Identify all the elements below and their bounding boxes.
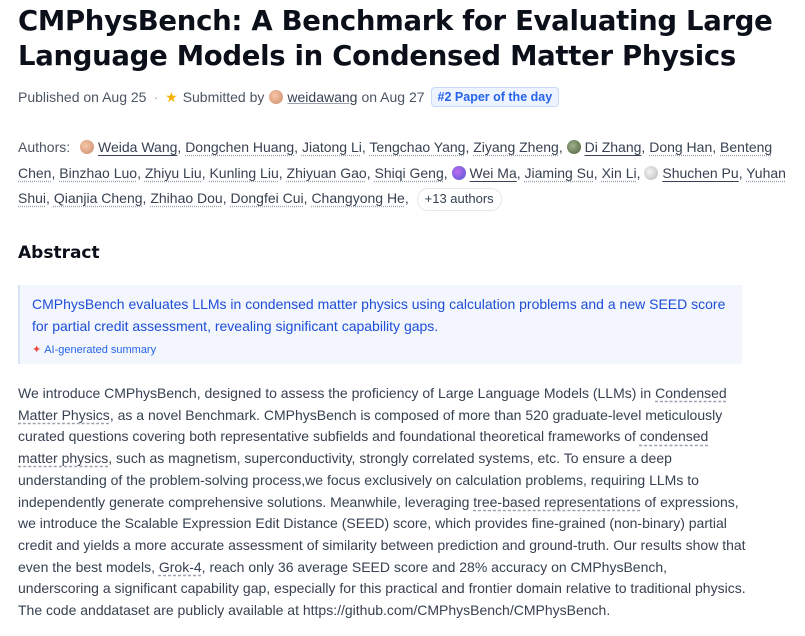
author-link[interactable]: Binzhao Luo (59, 164, 138, 181)
more-authors-button[interactable]: +13 authors (417, 188, 502, 211)
avatar[interactable] (567, 140, 581, 154)
author-link[interactable]: Wei Ma (469, 164, 517, 181)
sparkle-icon: ✦ (32, 344, 42, 356)
author-link[interactable]: Benteng Chen (18, 139, 773, 181)
ai-summary-label-row (32, 343, 742, 356)
author-link[interactable]: Jiaming Su (524, 164, 594, 181)
author-link[interactable]: Ziyang Zheng (473, 139, 559, 155)
author-link[interactable]: Kunling Liu (209, 164, 279, 181)
author-link[interactable]: Zhiyuan Gao (286, 164, 367, 181)
author-link[interactable]: Jiatong Li (301, 139, 362, 155)
author-link[interactable]: Di Zhang (584, 139, 642, 155)
term-link[interactable]: tree-based representations (473, 493, 641, 510)
paper-title: CMPhysBench: A Benchmark for Evaluating Large Language Models in Condensed Matter Physics (18, 5, 773, 72)
abstract-segment: , reach only 36 average SEED score and 28% accuracy on CMPhysBench, underscoring a significant capability gap, especially for this practical and frontier domain relative to traditional physics. The code anddataset are publicly available at https://github.com/CMPhysBench/CMPhysBench. (18, 558, 746, 619)
authors-list: Authors: Weida Wang, Dongchen Huang, Jiatong Li, Tengchao Yang, Ziyang Zheng, Di Zhang, Dong Han, Benteng Chen, Binzhao Luo, Zhiyu Liu, Kunling Liu, Zhiyuan Gao, Shiqi Geng, Wei Ma, Jiaming Su, Xin Li, Shuchen Pu, Yuhan Shui, Qianjia Cheng, Zhihao Dou, Dongfei Cui, Changyong He, +13 authors (18, 135, 800, 212)
meta-separator: · (153, 89, 159, 105)
abstract-segment: , such as magnetism, superconductivity, strongly correlated systems, etc. To ensure a deep understanding of the problem-solving process,we focus exclusively on calculation problems, requiring LLMs to independently generate comprehensive solutions. Meanwhile, leveraging (18, 450, 699, 510)
submitted-date: on Aug 27 (361, 89, 425, 105)
author-link[interactable]: Zhihao Dou (150, 190, 223, 206)
avatar[interactable] (452, 166, 466, 180)
ai-summary-box (18, 285, 742, 364)
authors-label: Authors: (18, 139, 71, 155)
author-link[interactable]: Shiqi Geng (374, 164, 444, 181)
term-link[interactable]: Condensed Matter Physics (18, 385, 727, 423)
author-link[interactable]: Qianjia Cheng (53, 190, 143, 206)
author-link[interactable]: Dongchen Huang (185, 139, 295, 155)
ai-summary-text: CMPhysBench evaluates LLMs in condensed matter physics using calculation problems and a new SEED score for partial credit assessment, revealing significant capability gaps. (32, 296, 726, 334)
author-link[interactable]: Dong Han (649, 139, 713, 155)
author-link[interactable]: Dongfei Cui (230, 190, 304, 206)
paper-of-the-day-badge[interactable]: #2 Paper of the day (431, 87, 560, 107)
abstract-text (18, 383, 746, 622)
author-link[interactable]: Weida Wang (98, 139, 178, 155)
author-link[interactable]: Tengchao Yang (369, 139, 466, 155)
author-link[interactable]: Changyong He (311, 190, 405, 206)
term-link[interactable]: condensed matter physics (18, 428, 709, 467)
author-link[interactable]: Zhiyu Liu (144, 164, 202, 181)
avatar[interactable] (269, 90, 283, 104)
author-link[interactable]: Yuhan Shui (18, 164, 786, 206)
author-link[interactable]: Xin Li (601, 164, 637, 181)
star-icon: ★ (165, 88, 178, 105)
published-date: Published on Aug 25 (18, 89, 147, 105)
avatar[interactable] (80, 140, 94, 154)
author-link[interactable]: Shuchen Pu (662, 164, 739, 181)
paper-meta (18, 86, 800, 108)
submitted-by-label: Submitted by (182, 89, 265, 105)
abstract-segment: of expressions, we introduce the Scalable Expression Edit Distance (SEED) score, which provides fine-grained (non-binary) partial credit and yields a more accurate assessment of similarity between prediction and ground-truth. Our results show that even the best models, (18, 493, 746, 575)
term-link[interactable]: Grok-4 (158, 558, 202, 575)
submitter-link[interactable]: weidawang (287, 89, 358, 105)
ai-summary-label: AI-generated summary (44, 344, 157, 356)
abstract-heading: Abstract (18, 243, 100, 263)
avatar[interactable] (644, 166, 658, 180)
abstract-segment: We introduce CMPhysBench, designed to assess the proficiency of Large Language Models (LLMs) in (18, 385, 656, 401)
paper-page (18, 0, 800, 619)
abstract-segment: , as a novel Benchmark. CMPhysBench is composed of more than 520 graduate-level meticulously curated questions covering both representative subfields and foundational theoretical frameworks of (18, 406, 723, 445)
